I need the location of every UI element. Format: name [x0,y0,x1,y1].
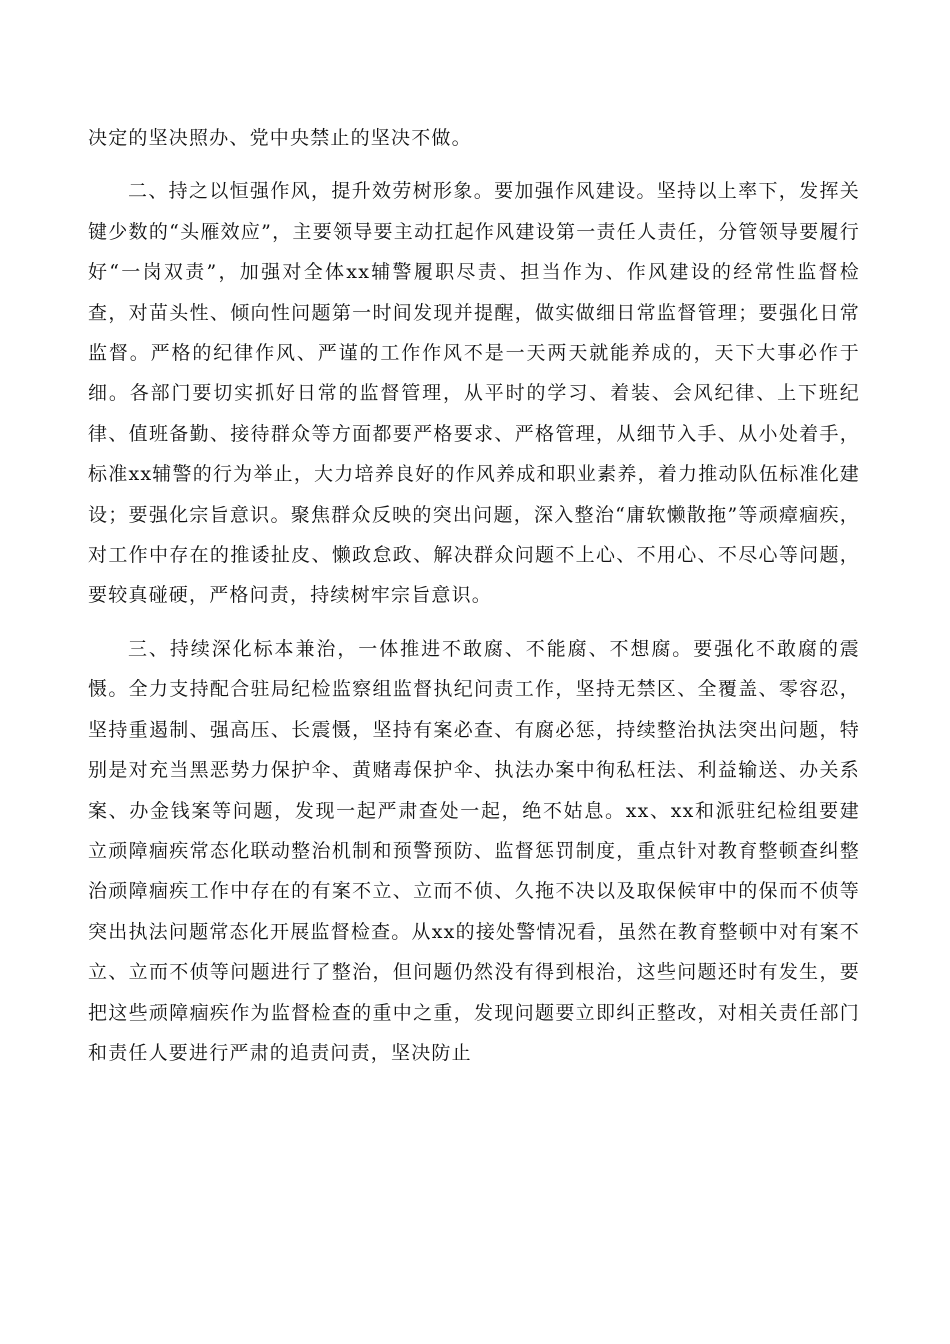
document-body [88,118,860,1073]
paragraph-section-three: 三、持续深化标本兼治，一体推进不敢腐、不能腐、不想腐。要强化不敢腐的震慑。全力支持配合驻局纪检监察组监督执纪问责工作，坚持无禁区、全覆盖、零容忍，坚持重遏制、强高压、长震慑，坚持有案必查、有腐必惩，持续整治执法突出问题，特别是对充当黑恶势力保护伞、黄赌毒保护伞、执法办案中徇私枉法、利益输送、办关系案、办金钱案等问题，发现一起严肃查处一起，绝不姑息。xx、xx和派驻纪检组要建立顽障痼疾常态化联动整治机制和预警预防、监督惩罚制度，重点针对教育整顿查纠整治顽障痼疾工作中存在的有案不立、立而不侦、久拖不决以及取保候审中的保而不侦等突出执法问题常态化开展监督检查。从xx的接处警情况看，虽然在教育整顿中对有案不立、立而不侦等问题进行了整治，但问题仍然没有得到根治，这些问题还时有发生，要把这些顽障痼疾作为监督检查的重中之重，发现问题要立即纠正整改，对相关责任部门和责任人要进行严肃的追责问责，坚决防止 [88,637,860,1064]
paragraph-section-two: 二、持之以恒强作风，提升效劳树形象。要加强作风建设。坚持以上率下，发挥关键少数的“头雁效应”，主要领导要主动扛起作风建设第一责任人责任，分管领导要履行好“一岗双责”，加强对全体xx辅警履职尽责、担当作为、作风建设的经常性监督检查，对苗头性、倾向性问题第一时间发现并提醒，做实做细日常监督管理；要强化日常监督。严格的纪律作风、严谨的工作作风不是一天两天就能养成的，天下大事必作于细。各部门要切实抓好日常的监督管理，从平时的学习、着装、会风纪律、上下班纪律、值班备勤、接待群众等方面都要严格要求、严格管理，从细节入手、从小处着手，标准xx辅警的行为举止，大力培养良好的作风养成和职业素养，着力推动队伍标准化建设；要强化宗旨意识。聚焦群众反映的突出问题，深入整治“庸软懒散拖”等顽瘴痼疾，对工作中存在的推诿扯皮、懒政怠政、解决群众问题不上心、不用心、不尽心等问题，要较真碰硬，严格问责，持续树牢宗旨意识。 [88,180,860,607]
paragraph-continuation: 决定的坚决照办、党中央禁止的坚决不做。 [88,127,472,149]
